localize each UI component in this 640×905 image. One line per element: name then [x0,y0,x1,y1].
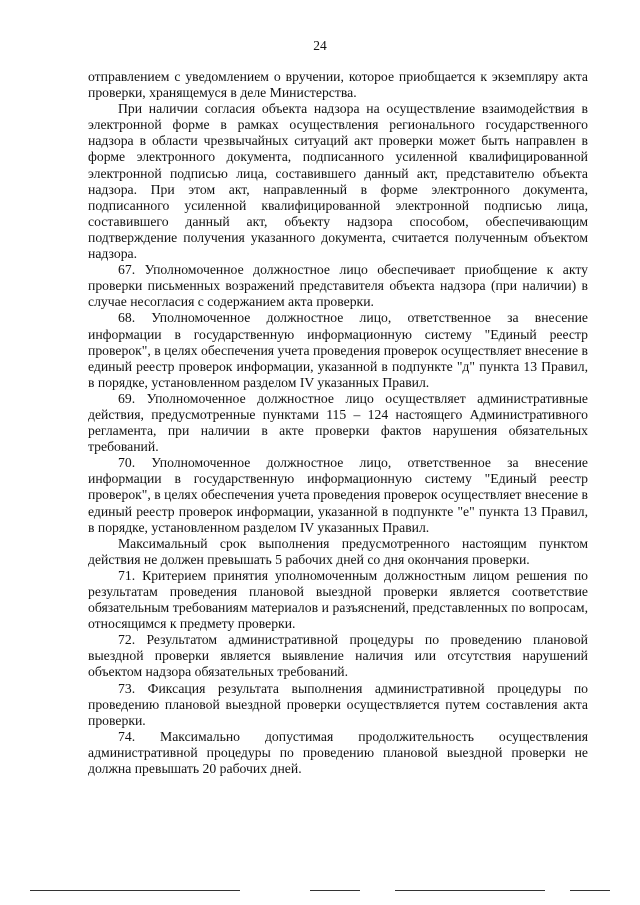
body-text [88,69,588,777]
footer-rule-right-a [395,890,545,891]
paragraph-max-term: Максимальный срок выполнения предусмотренного настоящим пунктом действия не должен превышать 5 рабочих дней со дня окончания проверки. [88,535,588,567]
footer-rule-left [30,890,240,891]
footer-rule-right-b [570,890,610,891]
paragraph-71: 71. Критерием принятия уполномоченным должностным лицом решения по результатам проведения плановой выездной проверки является соответствие обязательным требованиям материалов и разъяснений, представленных по вопросам, относящимся к предмету проверки. [88,567,588,632]
paragraph-72: 72. Результатом административной процедуры по проведению плановой выездной проверки является выявление наличия или отсутствия нарушений объектом надзора обязательных требований. [88,632,588,680]
paragraph-67: 67. Уполномоченное должностное лицо обеспечивает приобщение к акту проверки письменных возражений представителя объекта надзора (при наличии) в случае несогласия с содержанием акта проверки. [88,262,588,310]
page-number: 24 [313,38,327,53]
footer-rule-mid [310,890,360,891]
paragraph-68: 68. Уполномоченное должностное лицо, ответственное за внесение информации в государственную информационную систему "Единый реестр проверок", в целях обеспечения учета проведения проверок осуществляет внесение в единый реестр проверок информации, указанной в подпункте "д" пункта 13 Правил, в порядке, установленном разделом IV указанных Правил. [88,310,588,390]
paragraph-73: 73. Фиксация результата выполнения административной процедуры по проведению плановой выездной проверки осуществляется путем составления акта проверки. [88,680,588,728]
paragraph-70: 70. Уполномоченное должностное лицо, ответственное за внесение информации в государственную информационную систему "Единый реестр проверок", в целях обеспечения учета проведения проверок осуществляет внесение в единый реестр проверок информации, указанной в подпункте "е" пункта 13 Правил, в порядке, установленном разделом IV указанных Правил. [88,455,588,535]
paragraph-electronic-act: При наличии согласия объекта надзора на осуществление взаимодействия в электронной форме в рамках осуществления регионального государственного надзора в области чрезвычайных ситуаций акт проверки может быть направлен в форме электронного документа, подписанного усиленной квалифицированной электронной подписью лица, составившего данный акт, представителю объекта надзора. При этом акт, направленный в форме электронного документа, подписанного усиленной квалифицированной электронной подписью лица, составившего данный акт, объекту надзора способом, обеспечивающим подтверждение получения указанного документа, считается полученным объектом надзора. [88,101,588,262]
paragraph-continuation: отправлением с уведомлением о вручении, которое приобщается к экземпляру акта проверки, хранящемуся в деле Министерства. [88,69,588,101]
paragraph-74: 74. Максимально допустимая продолжительность осуществления административной процедуры по проведению плановой выездной проверки не должна превышать 20 рабочих дней. [88,728,588,777]
paragraph-69: 69. Уполномоченное должностное лицо осуществляет административные действия, предусмотренные пунктами 115 – 124 настоящего Административного регламента, при наличии в акте проверки фактов нарушения обязательных требований. [88,390,588,455]
